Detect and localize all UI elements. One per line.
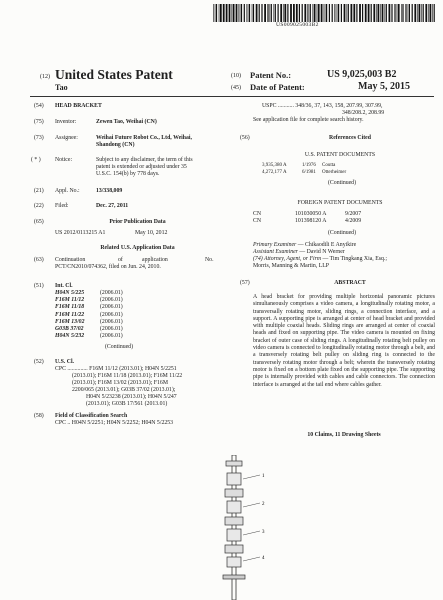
date-label: Date of Patent:	[250, 82, 305, 92]
barcode-bar	[344, 4, 346, 22]
barcode-bar	[337, 4, 338, 22]
foreign-doc-cc: CN	[253, 218, 262, 224]
int-cl-code: F16M 13/02	[55, 318, 85, 325]
assistant-examiner-name: — David N Werner	[299, 249, 345, 255]
int-cl-version: (2006.01)	[100, 297, 123, 304]
header-country: United States Patent	[55, 67, 173, 82]
barcode-bar	[226, 4, 228, 22]
uspc-line3: See application file for complete search history.	[253, 117, 364, 123]
filed-label: Filed:	[55, 203, 69, 209]
barcode-bar	[423, 4, 424, 22]
barcode-bar	[213, 4, 214, 22]
us-cl-line5: H04N 5/23238 (2013.01); H04N 5/247	[86, 394, 177, 400]
barcode-image	[213, 4, 437, 22]
barcode-bar	[334, 4, 335, 22]
barcode-bar	[428, 4, 429, 22]
foreign-doc-cc: CN	[253, 211, 262, 217]
barcode-bar	[296, 4, 298, 22]
related-heading: Related U.S. Application Data	[100, 245, 175, 251]
us-doc-name: Coutta	[322, 163, 336, 168]
assistant-examiner-label: Assistant Examiner	[253, 249, 298, 255]
barcode-bar	[290, 4, 292, 22]
drawing-label-3: 3	[262, 530, 265, 535]
header-code-45: (45)	[231, 85, 241, 91]
barcode-bar	[362, 4, 363, 22]
barcode-bar	[239, 4, 240, 22]
barcode-bar	[336, 4, 337, 22]
code-52: (52)	[34, 359, 44, 365]
barcode-bar	[302, 4, 303, 22]
primary-examiner-label: Primary Examiner	[253, 242, 297, 248]
us-cl-line6: (2013.01); G03B 17/561 (2013.01)	[86, 401, 168, 407]
us-doc-date: 6/1981	[302, 170, 316, 175]
inventor-value: Zewen Tao, Weihai (CN)	[96, 119, 157, 125]
barcode-bar	[274, 4, 275, 22]
barcode-bar	[219, 4, 220, 22]
barcode-bar	[405, 4, 406, 22]
barcode-bar	[402, 4, 403, 22]
barcode-bar	[338, 4, 339, 22]
barcode-bar	[314, 4, 316, 22]
notice-label: Notice:	[55, 157, 73, 163]
barcode-bar	[430, 4, 432, 22]
us-doc-no: 3,935,380 A	[262, 163, 287, 168]
int-cl-row	[55, 304, 123, 311]
barcode-bar	[395, 4, 396, 22]
filed-value: Dec. 27, 2011	[96, 203, 129, 209]
prior-pub-date: May 10, 2012	[135, 230, 168, 236]
barcode-bar	[244, 4, 245, 22]
drawing-label-1: 1	[262, 474, 265, 479]
barcode-bar	[382, 4, 384, 22]
barcode-bar	[252, 4, 253, 22]
barcode-bar	[419, 4, 421, 22]
barcode-bar	[223, 4, 225, 22]
barcode-bar	[385, 4, 386, 22]
barcode-bar	[232, 4, 233, 22]
int-cl-code: F16M 11/18	[55, 304, 85, 311]
us-doc-date: 1/1976	[302, 163, 316, 168]
barcode-bar	[267, 4, 268, 22]
attorney-label: (74) Attorney, Agent, or Firm	[253, 256, 322, 262]
inventor-label: Inventor:	[55, 119, 77, 125]
barcode-bar	[216, 4, 217, 22]
code-56: (56)	[240, 135, 250, 141]
us-cl-line4: 2200/065 (2013.01); G03B 37/02 (2013.01);	[72, 387, 176, 393]
barcode-bar	[386, 4, 387, 22]
code-58: (58)	[34, 413, 44, 419]
code-63: (63)	[34, 257, 44, 263]
int-cl-version: (2006.01)	[100, 311, 123, 318]
barcode-bar	[406, 4, 407, 22]
barcode-bar	[253, 4, 254, 22]
code-notice: ( * )	[31, 157, 41, 163]
barcode-bar	[353, 4, 355, 22]
int-cl-code: F16M 11/22	[55, 311, 85, 318]
int-cl-continued: (Continued)	[105, 344, 134, 350]
int-cl-row	[55, 297, 123, 304]
continuation-word1: Continuation	[55, 257, 86, 263]
code-21: (21)	[34, 188, 44, 194]
us-cl-heading: U.S. Cl.	[55, 359, 75, 365]
barcode-bar	[264, 4, 266, 22]
barcode-bar	[389, 4, 391, 22]
us-cl-line1-text: CPC .............. F16M 11/12 (2013.01); H04N 5/2251	[55, 366, 177, 372]
us-cl-line3: (2013.01); F16M 13/02 (2013.01); F16M	[72, 380, 168, 386]
code-73: (73)	[34, 135, 44, 141]
barcode-bar	[256, 4, 258, 22]
barcode-bar	[425, 4, 427, 22]
barcode-bar	[324, 4, 325, 22]
barcode-bar	[432, 4, 433, 22]
barcode-bar	[283, 4, 284, 22]
barcode-bar	[313, 4, 314, 22]
barcode-bar	[359, 4, 361, 22]
barcode-bar	[233, 4, 235, 22]
assignee-label: Assignee:	[55, 135, 78, 141]
barcode-bar	[409, 4, 410, 22]
barcode-bar	[270, 4, 271, 22]
barcode-bar	[220, 4, 222, 22]
barcode-bar	[347, 4, 348, 22]
code-75: (75)	[34, 119, 44, 125]
int-cl-version: (2006.01)	[100, 304, 123, 311]
barcode-bar	[365, 4, 367, 22]
code-54: (54)	[34, 103, 44, 109]
appl-label: Appl. No.:	[55, 188, 80, 194]
code-57: (57)	[240, 280, 250, 286]
code-22: (22)	[34, 203, 44, 209]
int-cl-heading: Int. Cl.	[55, 283, 73, 289]
notice-line1: Subject to any disclaimer, the term of this	[96, 157, 193, 163]
abstract-text: A head bracket for providing multiple horizontal panoramic pictures simultaneously comprises a video camera, a longitudinally rotating motor, a transversally rotating motor, sliding rings, a connection interface, and a support. A supporting pipe is arranged at center of head bracket and provided with multiple coaxial heads. Sliding rings are arranged at center of coaxial heads and fixed on supporting pipe. The video camera is mounted on fixing bracket of outer case of sliding rings. A longitudinally rotating belt pulley on video camera is connected to longitudinally rotating motor through a belt, and a transversely rotating belt pulley on sliding ring is connected to the transversely rotating motor through a belt; wherein the transversely rotating motor is fixed on a bottom plate fixed on the supporting pipe. The supporting pipe is internally provided with cables and cable connectors. The connection interface is arranged at the tail end where cables gather.	[253, 294, 435, 388]
assignee-line1: Weihai Future Robot Co., Ltd, Weihai,	[96, 135, 192, 141]
int-cl-code: G03B 37/02	[55, 326, 84, 332]
barcode-bar	[321, 4, 323, 22]
int-cl-code: F16M 11/12	[55, 297, 85, 304]
drawing-label-4: 4	[262, 556, 265, 561]
int-cl-version: (2006.01)	[100, 326, 123, 332]
claims-count: 10 Claims, 11 Drawing Sheets	[307, 432, 381, 438]
us-doc-name: Otterheimer	[322, 170, 347, 175]
barcode-bar	[304, 4, 306, 22]
notice-line3: U.S.C. 154(b) by 778 days.	[96, 171, 160, 177]
barcode-bar	[421, 4, 422, 22]
barcode-bar	[401, 4, 402, 22]
continuation-word2: of	[118, 257, 123, 263]
patent-no-label: Patent No.:	[250, 70, 292, 80]
barcode-bar	[329, 4, 330, 22]
int-cl-row	[55, 326, 123, 332]
barcode-bar	[261, 4, 262, 22]
attorney-firm: Morris, Manning & Martin, LLP	[253, 263, 329, 269]
int-cl-version: (2006.01)	[100, 333, 123, 340]
continuation-word4: No.	[205, 257, 214, 263]
code-65: (65)	[34, 219, 44, 225]
us-docs-heading: U.S. PATENT DOCUMENTS	[304, 152, 376, 158]
references-heading: References Cited	[329, 135, 371, 141]
barcode-bar	[397, 4, 398, 22]
barcode-bar	[356, 4, 357, 22]
primary-examiner-name: — Chikaodili E Anyikire	[297, 242, 357, 248]
barcode-number: US009025003B2	[276, 22, 319, 28]
barcode-bar	[259, 4, 260, 22]
field-search-heading: Field of Classification Search	[55, 413, 128, 419]
barcode-bar	[391, 4, 392, 22]
us-doc-no: 4,272,177 A	[262, 170, 287, 175]
barcode-bar	[318, 4, 320, 22]
attorney-name: — Tim Tingkang Xia, Esq.;	[322, 256, 387, 262]
foreign-doc-date: 4/2009	[345, 218, 362, 224]
barcode-bar	[434, 4, 435, 22]
barcode-bar	[414, 4, 416, 22]
code-51: (51)	[34, 283, 44, 289]
patent-number: US 9,025,003 B2	[327, 69, 397, 80]
barcode-bar	[284, 4, 286, 22]
barcode-bar	[268, 4, 269, 22]
barcode-bar	[236, 4, 238, 22]
int-cl-row	[55, 290, 123, 296]
barcode-bar	[275, 4, 276, 22]
barcode-bar	[417, 4, 418, 22]
barcode-bar	[371, 4, 372, 22]
barcode-bar	[307, 4, 308, 22]
barcode-bar	[378, 4, 380, 22]
us-cl-line2: (2013.01); F16M 11/18 (2013.01); F16M 11/22	[72, 373, 183, 379]
appl-value: 13/338,009	[96, 188, 123, 194]
barcode-bar	[310, 4, 311, 22]
bracket-drawing	[205, 455, 275, 600]
int-cl-code: H04N 5/232	[55, 333, 85, 340]
uspc-line2: 348/208.2, 208.99	[342, 110, 385, 116]
int-cl-version: (2006.01)	[100, 290, 123, 296]
barcode-bar	[241, 4, 242, 22]
continuation-word3: application	[142, 257, 168, 263]
uspc-line1: USPC ........... 348/36, 37, 143, 158, 207.99, 307.99,	[262, 103, 383, 109]
barcode-bar	[351, 4, 353, 22]
barcode-bar	[380, 4, 381, 22]
foreign-doc-date: 9/2007	[345, 211, 362, 217]
barcode-bar	[368, 4, 370, 22]
barcode-bar	[293, 4, 295, 22]
barcode-bar	[326, 4, 327, 22]
header-rule	[30, 96, 434, 97]
barcode-bar	[398, 4, 400, 22]
barcode-bar	[332, 4, 333, 22]
barcode-bar	[247, 4, 248, 22]
abstract-heading: ABSTRACT	[334, 280, 366, 286]
foreign-doc-no: 101398120 A	[295, 218, 327, 224]
barcode-bar	[376, 4, 377, 22]
barcode-bar	[249, 4, 250, 22]
barcode-bar	[280, 4, 282, 22]
barcode-bar	[373, 4, 375, 22]
barcode-bar	[341, 4, 342, 22]
barcode-bar	[278, 4, 279, 22]
barcode-bar	[287, 4, 288, 22]
int-cl-version: (2006.01)	[100, 318, 123, 325]
barcode-bar	[348, 4, 349, 22]
foreign-docs-continued: (Continued)	[328, 230, 357, 236]
us-docs-continued: (Continued)	[328, 180, 357, 186]
continuation-line2: PCT/CN2010/074362, filed on Jun. 24, 2010.	[55, 264, 161, 270]
barcode-bar	[215, 4, 216, 22]
patent-date: May 5, 2015	[358, 81, 410, 92]
int-cl-row	[55, 333, 123, 340]
barcode-bar	[271, 4, 272, 22]
barcode-bar	[412, 4, 413, 22]
int-cl-code: H04N 5/225	[55, 290, 85, 296]
foreign-docs-heading: FOREIGN PATENT DOCUMENTS	[297, 200, 383, 206]
foreign-doc-no: 101030050 A	[295, 211, 327, 217]
notice-line2: patent is extended or adjusted under 35	[96, 164, 187, 170]
barcode-bar	[229, 4, 231, 22]
int-cl-row	[55, 318, 123, 325]
barcode-bar	[325, 4, 326, 22]
field-search-line1: CPC .. H04N 5/2251; H04N 5/2252; H04N 5/2253	[55, 420, 174, 426]
barcode-bar	[408, 4, 409, 22]
title: HEAD BRACKET	[55, 103, 102, 109]
prior-pub-number: US 2012/0113215 A1	[55, 230, 106, 236]
barcode-bar	[317, 4, 318, 22]
barcode-bar	[309, 4, 310, 22]
drawing-label-2: 2	[262, 502, 265, 507]
assignee-line2: Shandong (CN)	[96, 142, 135, 148]
int-cl-row	[55, 311, 123, 318]
header-inventor: Tao	[55, 83, 68, 92]
barcode-bar	[248, 4, 249, 22]
header-code-10: (10)	[231, 73, 241, 79]
barcode-bar	[240, 4, 241, 22]
barcode-bar	[299, 4, 300, 22]
barcode-bar	[394, 4, 395, 22]
prior-pub-heading: Prior Publication Data	[109, 219, 166, 225]
header-code-12: (12)	[40, 74, 50, 80]
